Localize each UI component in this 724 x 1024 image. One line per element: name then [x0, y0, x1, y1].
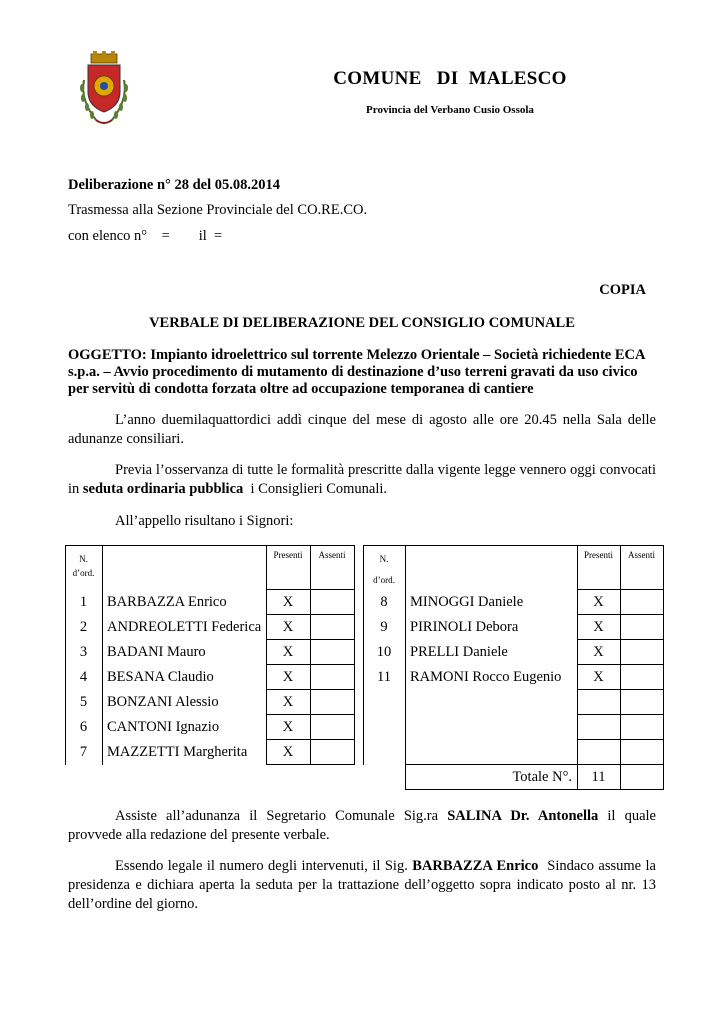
- row-number: 10: [376, 644, 392, 660]
- presente-mark: X: [593, 669, 604, 685]
- copia-label: COPIA: [599, 282, 646, 298]
- presente-mark: X: [282, 744, 294, 760]
- councillor-name: BARBAZZA Enrico: [107, 594, 227, 610]
- sindaco-name: BARBAZZA Enrico: [412, 858, 539, 874]
- paragraph-anno: L’anno duemilaquattordici addì cinque del mese di agosto alle ore 20.45 nella Sala delle adunanze consiliari.: [68, 412, 656, 447]
- presente-mark: X: [593, 619, 604, 635]
- verbale-title: VERBALE DI DELIBERAZIONE DEL CONSIGLIO COMUNALE: [149, 315, 575, 331]
- header-presenti: Presenti: [273, 550, 303, 560]
- presente-mark: X: [282, 694, 294, 710]
- provincia-subtitle: Provincia del Verbano Cusio Ossola: [366, 104, 534, 116]
- councillor-name: BADANI Mauro: [107, 644, 206, 660]
- presente-mark: X: [593, 644, 604, 660]
- deliberazione-number: Deliberazione n° 28 del 05.08.2014: [68, 177, 281, 193]
- header-ord: d’ord.: [72, 568, 95, 578]
- totale-label: Totale N°.: [512, 769, 572, 785]
- previa-end: i Consiglieri Comunali.: [243, 481, 388, 497]
- elenco-line: con elenco n° = il =: [68, 228, 223, 244]
- header-n: N.: [79, 554, 88, 564]
- councillor-name: MAZZETTI Margherita: [107, 744, 248, 760]
- comune-title: COMUNE DI MALESCO: [333, 68, 567, 89]
- row-number: 5: [79, 694, 88, 710]
- paragraph-appello: All’appello risultano i Signori:: [115, 513, 294, 529]
- header-n: N.: [379, 554, 389, 564]
- trasmessa-line: Trasmessa alla Sezione Provinciale del CO.RE.CO.: [68, 202, 368, 218]
- councillor-name: BONZANI Alessio: [107, 694, 219, 710]
- previa-text: Previa l’osservanza di tutte le formalità prescritte dalla vigente legge vennero oggi convocati in: [68, 462, 656, 497]
- row-number: 2: [79, 619, 88, 635]
- totale-value: 11: [591, 769, 606, 785]
- councillor-name: RAMONI Rocco Eugenio: [410, 669, 562, 685]
- paragraph-segretario: [68, 807, 656, 845]
- paragraph-previa: [68, 461, 656, 499]
- header-assenti: Assenti: [628, 550, 655, 560]
- presidenza-end: Sindaco assume la presidenza e dichiara aperta la seduta per la trattazione dell’oggetto sopra indicato posto al nr. 13 dell’ordine del giorno.: [68, 858, 660, 912]
- presente-mark: X: [282, 669, 294, 685]
- row-number: 8: [380, 594, 388, 610]
- councillor-name: CANTONI Ignazio: [107, 719, 220, 735]
- segretario-name: SALINA Dr. Antonella: [447, 808, 599, 824]
- councillor-name: PRELLI Daniele: [410, 644, 508, 660]
- row-number: 7: [79, 744, 88, 760]
- presente-mark: X: [282, 619, 294, 635]
- segretario-end: il quale provvede alla redazione del presente verbale.: [68, 808, 656, 843]
- presente-mark: X: [282, 594, 294, 610]
- councillor-name: PIRINOLI Debora: [410, 619, 519, 635]
- councillor-name: MINOGGI Daniele: [410, 594, 524, 610]
- header-assenti: Assenti: [318, 550, 346, 560]
- row-number: 1: [79, 594, 88, 610]
- councillor-name: BESANA Claudio: [107, 669, 214, 685]
- header-ord: d’ord.: [373, 575, 395, 585]
- presidenza-text: Essendo legale il numero degli intervenuti, il Sig.: [115, 858, 413, 874]
- row-number: 4: [79, 669, 88, 685]
- presente-mark: X: [593, 594, 604, 610]
- segretario-text: Assiste all’adunanza il Segretario Comunale Sig.ra: [115, 808, 448, 824]
- header-presenti: Presenti: [584, 550, 613, 560]
- municipal-crest-icon: [76, 50, 132, 130]
- presente-mark: X: [282, 719, 294, 735]
- row-number: 11: [377, 669, 391, 685]
- row-number: 3: [79, 644, 88, 660]
- paragraph-presidenza: [68, 857, 660, 914]
- row-number: 6: [79, 719, 88, 735]
- councillor-name: ANDREOLETTI Federica: [107, 619, 262, 635]
- presente-mark: X: [282, 644, 294, 660]
- oggetto-text: OGGETTO: Impianto idroelettrico sul torrente Melezzo Orientale – Società richiedente ECA s.p.a. – Avvio procedimento di mutamento di destinazione d’uso terreni gravati da uso civico per servitù di condotta forzata oltre ad occupazione temporanea di cantiere: [68, 347, 645, 397]
- row-number: 9: [380, 619, 388, 635]
- seduta-type: seduta ordinaria pubblica: [82, 481, 244, 497]
